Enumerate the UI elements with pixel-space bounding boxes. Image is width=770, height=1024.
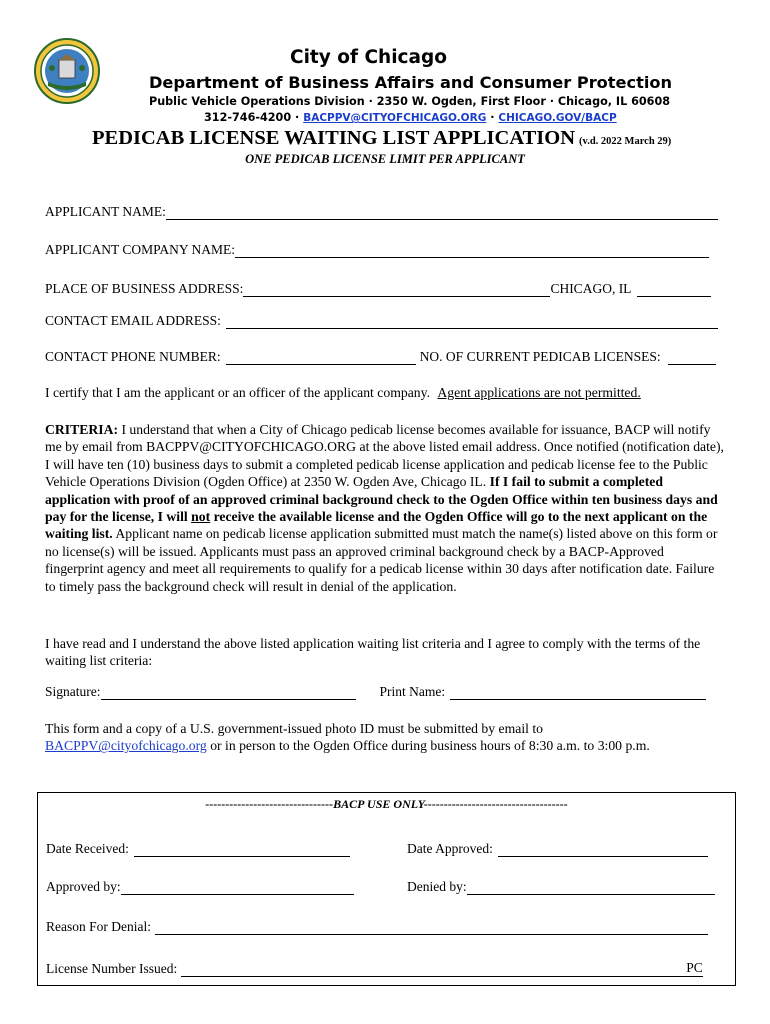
initials-pc: PC xyxy=(686,960,703,975)
city-seal-logo xyxy=(34,38,100,104)
bacp-use-only-title: --------------------------------BACP USE ONLY------------------------------------ xyxy=(205,797,568,811)
signature-label: Signature: xyxy=(45,684,101,699)
criteria-paragraph xyxy=(45,421,725,595)
form-version: (v.d. 2022 March 29) xyxy=(579,136,672,147)
division-address: Public Vehicle Operations Division · 2350 W. Ogden, First Floor · Chicago, IL 60608 xyxy=(149,95,671,108)
submission-text-1: This form and a copy of a U.S. government-issued photo ID must be submitted by email to xyxy=(45,721,543,736)
business-address-row xyxy=(45,281,711,297)
applicant-name-field[interactable] xyxy=(166,205,718,220)
criteria-bold-1: If I fail to submit a completed application with proof of an approved criminal background check to the Ogden Office within ten business days and pay for the license, I will xyxy=(45,474,718,525)
signature-row xyxy=(45,684,706,700)
business-address-label: PLACE OF BUSINESS ADDRESS: xyxy=(45,281,244,296)
email-row xyxy=(45,313,718,329)
approved-by-label: Approved by: xyxy=(46,879,121,894)
agent-note: Agent applications are not permitted. xyxy=(437,385,641,400)
applicant-name-label: APPLICANT NAME: xyxy=(45,204,166,219)
date-received-field[interactable] xyxy=(134,842,350,857)
num-licenses-field[interactable] xyxy=(668,350,716,365)
form-title xyxy=(92,127,671,150)
business-address-field[interactable] xyxy=(243,282,550,297)
denied-by-label: Denied by: xyxy=(407,879,467,894)
header-email-link[interactable]: BACPPV@CITYOFCHICAGO.ORG xyxy=(303,112,487,124)
phone-field[interactable] xyxy=(226,350,416,365)
bacp-use-only-box xyxy=(37,792,736,986)
company-name-label: APPLICANT COMPANY NAME: xyxy=(45,242,236,257)
form-title-main: PEDICAB LICENSE WAITING LIST APPLICATION xyxy=(92,127,576,149)
email-label: CONTACT EMAIL ADDRESS: xyxy=(45,313,221,328)
license-number-field[interactable] xyxy=(181,962,686,977)
separator: · xyxy=(490,111,495,124)
form-subtitle: ONE PEDICAB LICENSE LIMIT PER APPLICANT xyxy=(245,152,525,166)
criteria-bold-2: receive the available license and the Ogden Office will go to the next applicant on the waiting list. xyxy=(45,509,708,542)
date-approved-field[interactable] xyxy=(498,842,708,857)
approved-by-field[interactable] xyxy=(121,880,354,895)
license-number-row xyxy=(46,960,703,977)
criteria-text-1: I understand that when a City of Chicago pedicab license becomes available for issuance, BACP will notify me by email from BACPPV@CITYOFCHICAGO.ORG at the above listed email address. Once notified (notification date), I will have ten (10) business days to submit a completed pedicab license application and pedicab license fee to the Public Vehicle Operations Division (Ogden Office) at 2350 W. Ogden Ave, Chicago IL. xyxy=(45,422,724,490)
reason-label: Reason For Denial: xyxy=(46,919,151,934)
certify-text: I certify that I am the applicant or an officer of the applicant company. xyxy=(45,385,430,400)
agreement-text: I have read and I understand the above listed application waiting list criteria and I agree to comply with the terms of the waiting list criteria: xyxy=(45,636,701,669)
company-name-row xyxy=(45,242,709,258)
applicant-name-row xyxy=(45,204,718,220)
approved-by-row xyxy=(46,879,354,895)
submission-text xyxy=(45,720,725,755)
signature-field[interactable] xyxy=(101,685,356,700)
header-web-link[interactable]: CHICAGO.GOV/BACP xyxy=(498,112,617,124)
phone-number: 312-746-4200 · xyxy=(204,111,300,124)
date-received-row xyxy=(46,841,350,857)
criteria-text-2: Applicant name on pedicab license application submitted must match the name(s) listed above on this form or no license(s) will be issued. Applicants must pass an approved criminal background check by a BACP-Approved fingerprint agency and meet all requirements to qualify for a pedicab license within 30 days after notification date. Failure to timely pass the background check will result in denial of the application. xyxy=(45,526,718,594)
email-field[interactable] xyxy=(226,314,718,329)
date-approved-row xyxy=(407,841,708,857)
company-name-field[interactable] xyxy=(235,243,709,258)
date-approved-label: Date Approved: xyxy=(407,841,493,856)
phone-label: CONTACT PHONE NUMBER: xyxy=(45,349,221,364)
contact-line xyxy=(204,111,617,124)
criteria-bold-not: not xyxy=(191,509,211,525)
reason-row xyxy=(46,919,708,935)
phone-row xyxy=(45,349,716,365)
denied-by-row xyxy=(407,879,715,895)
city-state-label: CHICAGO, IL xyxy=(550,281,632,296)
print-name-field[interactable] xyxy=(450,685,706,700)
date-received-label: Date Received: xyxy=(46,841,129,856)
print-name-label: Print Name: xyxy=(379,684,446,699)
zip-field[interactable] xyxy=(637,282,711,297)
submission-email-link[interactable]: BACPPV@cityofchicago.org xyxy=(45,738,207,754)
certify-statement xyxy=(45,385,641,401)
reason-field[interactable] xyxy=(155,920,708,935)
denied-by-field[interactable] xyxy=(467,880,715,895)
city-name: City of Chicago xyxy=(290,47,447,68)
license-number-label: License Number Issued: xyxy=(46,961,178,976)
submission-text-2: or in person to the Ogden Office during business hours of 8:30 a.m. to 3:00 p.m. xyxy=(206,738,650,754)
num-licenses-label: NO. OF CURRENT PEDICAB LICENSES: xyxy=(419,349,661,364)
department-name: Department of Business Affairs and Consumer Protection xyxy=(149,73,673,92)
criteria-label: CRITERIA: xyxy=(45,422,119,437)
